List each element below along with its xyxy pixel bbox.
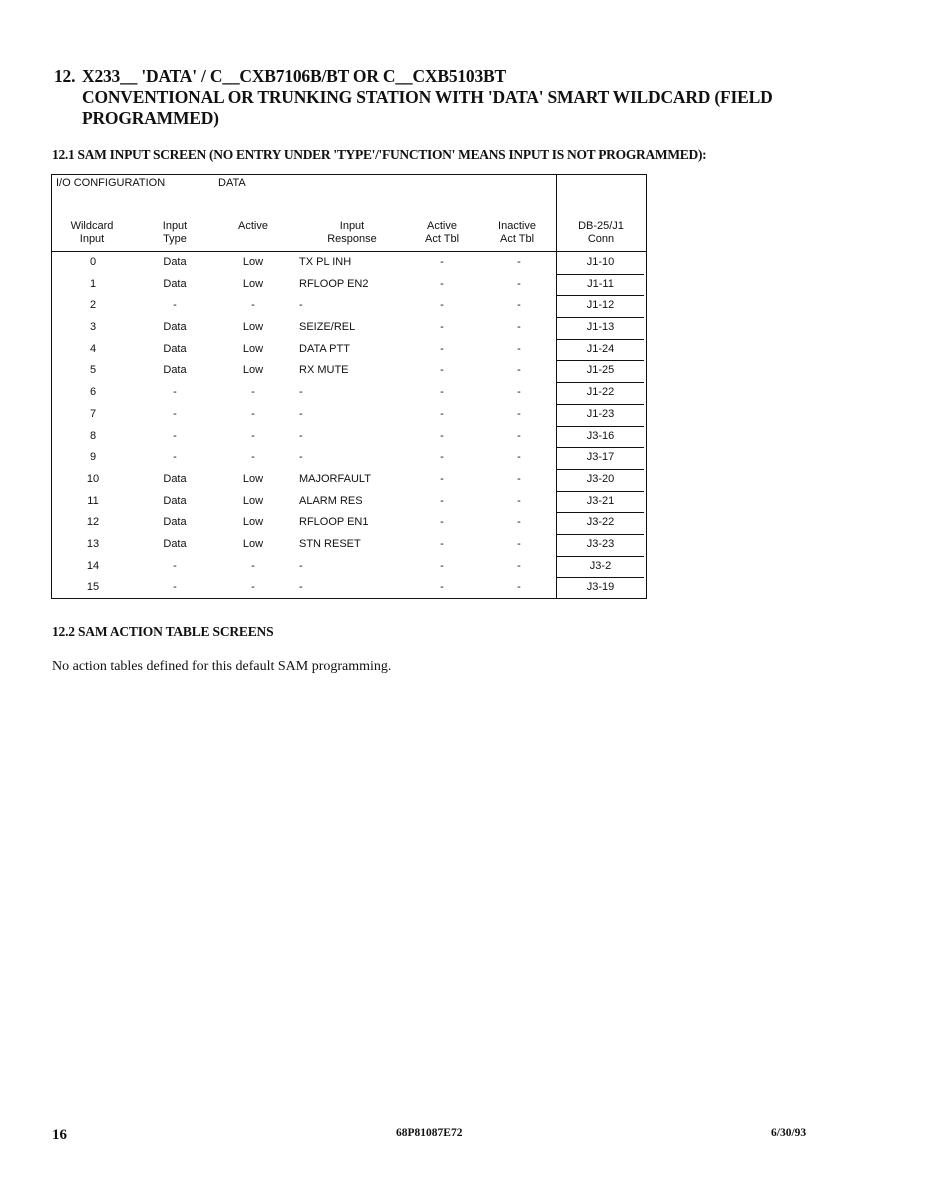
table-row <box>52 253 646 275</box>
wildcard-input-cell: 11 <box>87 494 99 507</box>
table-row <box>52 296 646 318</box>
input-response-cell: - <box>299 299 303 312</box>
wildcard-input-cell: 8 <box>89 429 97 442</box>
inactive-act-tbl-cell: - <box>517 277 521 290</box>
active-level-cell: Low <box>242 537 264 550</box>
input-type-cell: Data <box>163 342 187 355</box>
inactive-act-tbl-cell: - <box>517 407 521 420</box>
input-type-cell: - <box>173 451 177 464</box>
connector-cell: J1-12 <box>557 296 644 318</box>
connector-cell: J1-25 <box>557 361 644 383</box>
active-level-cell: Low <box>242 364 264 377</box>
connector-cell: J3-16 <box>557 427 644 449</box>
table-row <box>52 578 646 600</box>
active-level-cell: Low <box>242 277 264 290</box>
input-type-cell: - <box>173 559 177 572</box>
inactive-act-tbl-cell: - <box>517 451 521 464</box>
active-act-tbl-cell: - <box>440 451 444 464</box>
sam-action-table-title: 12.2 SAM ACTION TABLE SCREENS <box>52 624 274 639</box>
active-level-cell: - <box>251 581 255 594</box>
table-row <box>52 361 646 383</box>
header-db25-conn: DB-25/J1 Conn <box>578 220 624 245</box>
input-type-cell: Data <box>163 277 187 290</box>
input-response-cell: - <box>299 581 303 594</box>
connector-cell: J1-24 <box>557 340 644 362</box>
heading-title: X233__ 'DATA' / C__CXB7106B/BT OR C__CXB5103BT <box>82 66 506 86</box>
heading-line-3: PROGRAMMED) <box>82 108 219 128</box>
input-type-cell: Data <box>163 256 187 268</box>
wildcard-input-cell: 6 <box>89 386 97 399</box>
wildcard-input-cell: 4 <box>89 342 97 355</box>
input-type-cell: - <box>173 386 177 399</box>
input-type-cell: Data <box>163 516 187 529</box>
connector-cell: J3-19 <box>586 581 615 594</box>
connector-cell: J1-10 <box>557 253 644 275</box>
active-level-cell: - <box>251 299 255 312</box>
input-type-cell: - <box>173 581 177 594</box>
input-response-cell: RX MUTE <box>299 364 349 377</box>
active-level-cell: Low <box>242 342 264 355</box>
active-level-cell: Low <box>242 321 264 334</box>
connector-cell: J3-2 <box>557 557 644 579</box>
active-act-tbl-cell: - <box>440 256 444 268</box>
inactive-act-tbl-cell: - <box>517 299 521 312</box>
heading-line-1 <box>54 66 854 87</box>
active-level-cell: - <box>251 429 255 442</box>
active-level-cell: Low <box>242 494 264 507</box>
input-response-cell: - <box>299 559 303 572</box>
table-row <box>52 557 646 579</box>
input-response-cell: RFLOOP EN1 <box>299 516 369 529</box>
input-type-cell: Data <box>163 321 187 334</box>
active-act-tbl-cell: - <box>440 516 444 529</box>
connector-cell: J1-13 <box>557 318 644 340</box>
input-response-cell: - <box>299 451 303 464</box>
input-type-cell: - <box>173 429 177 442</box>
input-type-cell: - <box>173 407 177 420</box>
inactive-act-tbl-cell: - <box>517 516 521 529</box>
active-act-tbl-cell: - <box>440 386 444 399</box>
active-act-tbl-cell: - <box>440 537 444 550</box>
input-response-cell: STN RESET <box>299 537 361 550</box>
active-level-cell: Low <box>242 472 264 485</box>
inactive-act-tbl-cell: - <box>517 429 521 442</box>
active-act-tbl-cell: - <box>440 472 444 485</box>
input-response-cell: - <box>299 429 303 442</box>
table-row <box>52 470 646 492</box>
inactive-act-tbl-cell: - <box>517 559 521 572</box>
active-act-tbl-cell: - <box>440 277 444 290</box>
action-table-note: No action tables defined for this default SAM programming. <box>52 659 392 674</box>
inactive-act-tbl-cell: - <box>517 472 521 485</box>
table-body <box>52 253 646 600</box>
header-input-response: Input Response <box>327 220 377 245</box>
table-row <box>52 383 646 405</box>
inactive-act-tbl-cell: - <box>517 321 521 334</box>
connector-cell: J1-23 <box>557 405 644 427</box>
active-level-cell: - <box>251 386 255 399</box>
active-level-cell: - <box>251 559 255 572</box>
connector-cell: J3-22 <box>557 513 644 535</box>
io-configuration-label: I/O CONFIGURATION <box>56 177 166 189</box>
active-act-tbl-cell: - <box>440 342 444 355</box>
wildcard-input-cell: 9 <box>89 451 97 464</box>
header-input-type: Input Type <box>162 220 188 245</box>
table-row <box>52 535 646 557</box>
inactive-act-tbl-cell: - <box>517 256 521 268</box>
active-level-cell: Low <box>242 256 264 268</box>
input-type-cell: Data <box>163 537 187 550</box>
active-act-tbl-cell: - <box>440 299 444 312</box>
table-row <box>52 448 646 470</box>
connector-cell: J3-21 <box>557 492 644 514</box>
table-row <box>52 492 646 514</box>
connector-cell: J3-20 <box>557 470 644 492</box>
wildcard-input-cell: 14 <box>86 559 100 572</box>
wildcard-input-cell: 5 <box>89 364 97 377</box>
wildcard-input-cell: 1 <box>89 277 97 290</box>
input-response-cell: DATA PTT <box>299 342 350 355</box>
wildcard-input-cell: 2 <box>89 299 97 312</box>
connector-cell: J3-23 <box>557 535 644 557</box>
input-type-cell: Data <box>163 472 187 485</box>
active-act-tbl-cell: - <box>440 407 444 420</box>
inactive-act-tbl-cell: - <box>517 581 521 594</box>
inactive-act-tbl-cell: - <box>517 537 521 550</box>
header-divider <box>52 251 646 252</box>
input-response-cell: ALARM RES <box>299 494 363 507</box>
input-type-cell: Data <box>163 494 187 507</box>
connector-cell: J1-11 <box>557 275 644 297</box>
active-level-cell: Low <box>242 516 264 529</box>
connector-cell: J1-22 <box>557 383 644 405</box>
header-active: Active <box>238 220 268 232</box>
wildcard-input-cell: 12 <box>86 516 100 529</box>
wildcard-input-cell: 10 <box>86 472 100 485</box>
wildcard-input-cell: 13 <box>86 537 100 550</box>
table-row <box>52 318 646 340</box>
input-type-cell: - <box>173 299 177 312</box>
io-configuration-value: DATA <box>218 177 246 189</box>
document-number: 68P81087E72 <box>396 1127 463 1139</box>
input-response-cell: - <box>299 386 303 399</box>
inactive-act-tbl-cell: - <box>517 386 521 399</box>
sam-input-screen-title: 12.1 SAM INPUT SCREEN (NO ENTRY UNDER 'TYPE'/'FUNCTION' MEANS INPUT IS NOT PROGRAMMED): <box>52 147 707 162</box>
inactive-act-tbl-cell: - <box>517 364 521 377</box>
active-act-tbl-cell: - <box>440 494 444 507</box>
wildcard-input-cell: 7 <box>89 407 97 420</box>
active-act-tbl-cell: - <box>440 559 444 572</box>
table-row <box>52 275 646 297</box>
wildcard-input-cell: 15 <box>86 581 100 594</box>
table-row <box>52 340 646 362</box>
input-response-cell: - <box>299 407 303 420</box>
active-act-tbl-cell: - <box>440 581 444 594</box>
heading-number: 12. <box>54 66 76 86</box>
active-act-tbl-cell: - <box>440 321 444 334</box>
wildcard-input-cell: 0 <box>89 256 97 268</box>
input-response-cell: SEIZE/REL <box>299 321 356 334</box>
header-active-act-tbl: Active Act Tbl <box>424 220 460 245</box>
input-response-cell: TX PL INH <box>299 256 352 268</box>
section-heading <box>54 66 854 129</box>
heading-line-2: CONVENTIONAL OR TRUNKING STATION WITH 'DATA' SMART WILDCARD (FIELD <box>82 87 773 107</box>
document-date: 6/30/93 <box>771 1127 807 1139</box>
inactive-act-tbl-cell: - <box>517 494 521 507</box>
table-row <box>52 513 646 535</box>
wildcard-input-cell: 3 <box>89 321 97 334</box>
page-number: 16 <box>52 1127 67 1143</box>
input-response-cell: MAJORFAULT <box>299 472 371 485</box>
table-row <box>52 405 646 427</box>
inactive-act-tbl-cell: - <box>517 342 521 355</box>
table-row <box>52 427 646 449</box>
connector-cell: J3-17 <box>557 448 644 470</box>
header-wildcard-input: Wildcard Input <box>70 220 114 245</box>
active-act-tbl-cell: - <box>440 429 444 442</box>
header-inactive-act-tbl: Inactive Act Tbl <box>498 220 536 245</box>
sam-input-table <box>51 174 647 599</box>
input-type-cell: Data <box>163 364 187 377</box>
active-act-tbl-cell: - <box>440 364 444 377</box>
input-response-cell: RFLOOP EN2 <box>299 277 369 290</box>
active-level-cell: - <box>251 451 255 464</box>
active-level-cell: - <box>251 407 255 420</box>
